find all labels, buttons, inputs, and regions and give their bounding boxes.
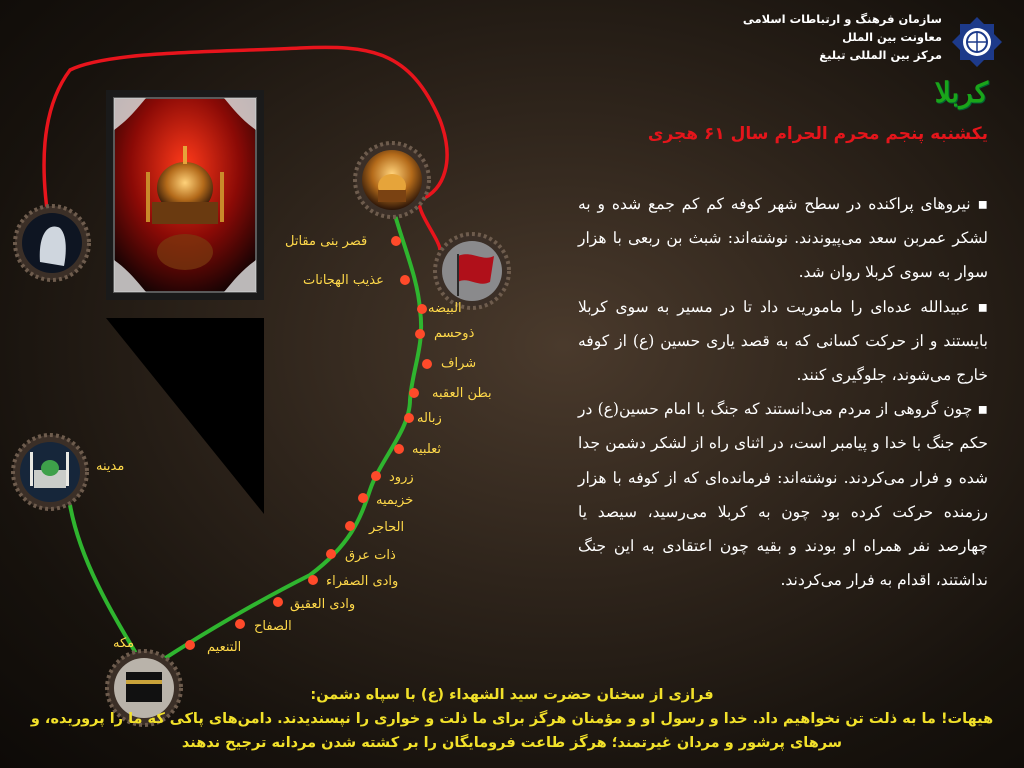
org-line-3: مرکز بین المللی تبلیغ	[819, 48, 942, 62]
stop-marker	[404, 413, 414, 423]
organization-header	[682, 10, 942, 64]
stop-marker	[185, 640, 195, 650]
stop-label-sifah: الصفاح	[254, 619, 292, 634]
stop-label-hajir: الحاجر	[369, 520, 405, 535]
stop-label-qasr: قصر بنی مقاتل	[285, 234, 368, 249]
stop-marker	[358, 493, 368, 503]
stop-label-aqiq: وادی العقیق	[290, 597, 356, 612]
footer-quote-text: هیهات! ما به ذلت تن نخواهیم داد. خدا و رسول او و مؤمنان هرگز برای ما ذلت و خواری را نپسندیدند. دامن‌های پاکی که ما را پرورید‌ه، و سرهای پرشور و مردان غیرتمند؛ هرگز طاعت فرومایگان را بر کشته شدن مردانه ترجیح ندهند	[30, 711, 994, 751]
org-line-1: سازمان فرهنگ و ارتباطات اسلامی	[742, 12, 942, 26]
stop-label-bayda: البیضه	[428, 301, 462, 316]
stop-label-batn: بطن العقبه	[432, 386, 492, 401]
stop-marker	[273, 597, 283, 607]
black-triangle-shape	[106, 318, 264, 514]
stop-marker	[409, 388, 419, 398]
paragraph-1: ▪ نیروهای پراکنده در سطح شهر کوفه کم کم جمع شده و به لشکر عمربن سعد می‌پیوندند. نوشته‌اند: شبث بن ربعی با هزار سوار به سوی کربلا روان شد.	[578, 195, 988, 282]
thumbnail-karbala-shrine	[355, 143, 429, 217]
thumbnail-woman	[15, 206, 89, 280]
page-title: کربلا	[934, 76, 988, 109]
stop-label-sharaf: شراف	[441, 356, 477, 371]
stop-label-medina: مدینه	[96, 459, 125, 474]
stop-label-zuhusam: ذوحسم	[434, 326, 475, 341]
footer-heading: فرازی از سخنان حضرت سید الشهداء (ع) با سپاه دشمن:	[310, 687, 714, 703]
stop-marker	[235, 619, 245, 629]
stop-label-uzayb: عذیب الهجانات	[303, 273, 384, 288]
stop-marker	[326, 549, 336, 559]
page-subtitle: یکشنبه پنجم محرم الحرام سال ۶۱ هجری	[647, 124, 988, 144]
stop-label-zubala: زباله	[417, 411, 442, 426]
stop-marker	[391, 236, 401, 246]
stop-label-dhatirq: ذات عرق	[345, 548, 396, 563]
shrine-photo	[106, 90, 264, 300]
stop-marker	[417, 304, 427, 314]
footer-quote	[10, 683, 1014, 755]
stop-marker	[345, 521, 355, 531]
stop-marker	[371, 471, 381, 481]
stop-marker	[394, 444, 404, 454]
stop-label-safra: وادی الصفراء	[326, 574, 399, 589]
stop-label-thalabiya: ثعلبیه	[412, 442, 442, 457]
stop-marker	[422, 359, 432, 369]
stop-label-tanim: التنعیم	[207, 640, 242, 655]
stop-marker	[308, 575, 318, 585]
org-line-2: معاونت بین الملل	[842, 30, 942, 44]
stop-label-zarud: زرود	[389, 470, 414, 485]
thumbnail-flag	[435, 234, 509, 308]
stop-label-khuzaymiya: خزیمیه	[376, 493, 414, 508]
main-text	[578, 187, 988, 597]
stop-label-mecca: مکه	[113, 636, 135, 651]
paragraph-2: ▪ عبیدالله عده‌ای را ماموریت داد تا در مسیر به سوی کربلا بایستند و از حرکت کسانی که به قصد یاری حسین (ع) از کوفه خارج می‌شوند، جلوگیری کنند.	[578, 297, 988, 385]
stop-marker	[400, 275, 410, 285]
thumbnail-medina	[13, 435, 87, 509]
stop-marker	[415, 329, 425, 339]
paragraph-3: ▪ چون گروهی از مردم می‌دانستند که جنگ با امام حسین(ع) در حکم جنگ با خدا و پیامبر است، در اثنای راه از لشکر دشمن جدا شده و فرار می‌کردند. نوشته‌اند: فرمانده‌ای که از کوفه با هزار رزمنده حرکت کرده بود چون به کربلا می‌رسید، سیصد یا چهارصد نفر همراه او بودند و بقیه چون اعتقادی به این جنگ نداشتند، اقدام به فرار می‌کردند.	[578, 400, 988, 590]
organization-logo-icon	[951, 16, 1003, 68]
